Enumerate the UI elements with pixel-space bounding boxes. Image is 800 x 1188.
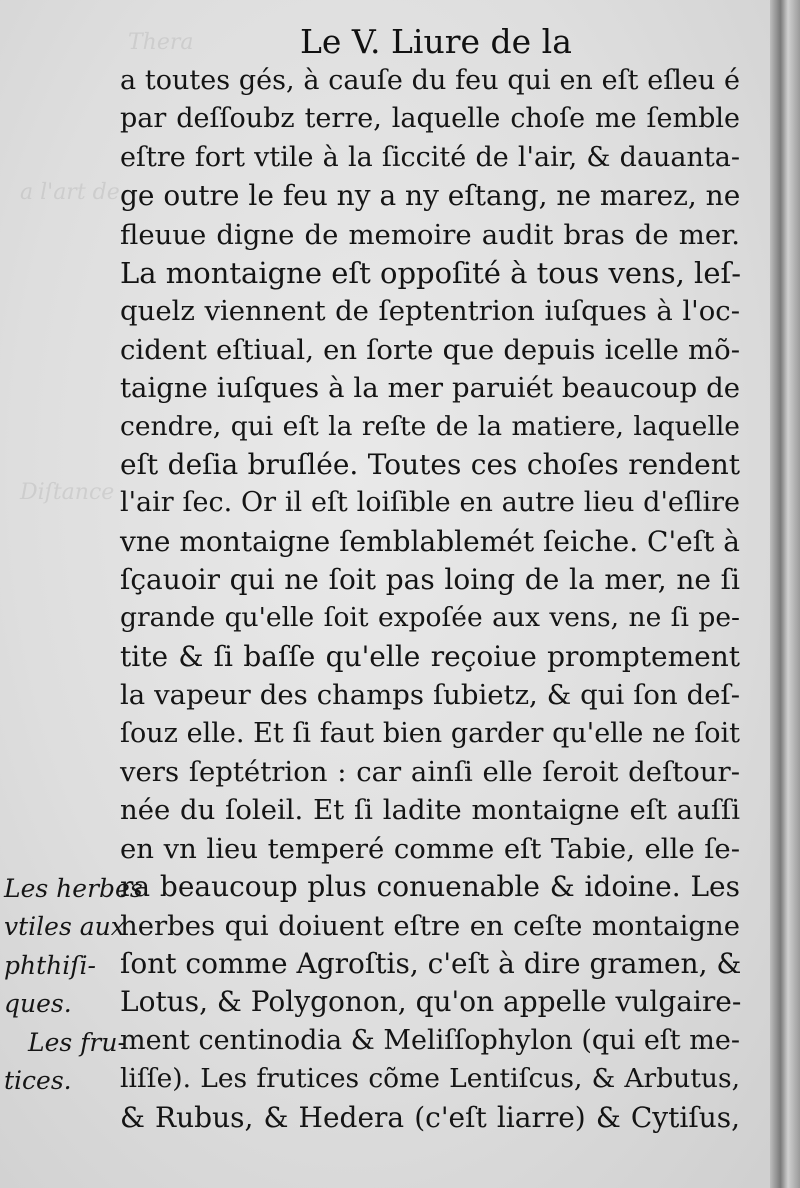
text-line: grande qu'elle ſoit expoſée aux vens, ne ſi pe- [120, 602, 740, 634]
body-text [120, 62, 740, 1137]
text-line: ſont comme Agroſtis, c'eſt à dire gramen, & [120, 946, 742, 980]
text-line: quelz viennent de ſeptentrion iuſques à l'oc- [120, 295, 740, 328]
margin-note-line: vtiles aux [4, 912, 125, 942]
margin-note-line: Les herbes [4, 874, 143, 903]
text-line: liſſe). Les frutices cõme Lentiſcus, & Arbutus, [120, 1063, 740, 1095]
margin-note-line: phthiſi- [4, 950, 96, 980]
text-line: vers ſeptétrion : car ainſi elle ſeroit deſtour- [120, 756, 740, 789]
text-line: en vn lieu temperé comme eſt Tabie, elle ſe- [120, 832, 740, 865]
bleed-through-text: a l'art de [20, 180, 120, 205]
text-line: la vapeur des champs ſubietz, & qui ſon deſ- [120, 679, 740, 712]
text-line: eſt deſia bruſlée. Toutes ces choſes rendent [120, 447, 740, 481]
text-line: cident eſtiual, en ſorte que depuis icelle mõ- [120, 333, 740, 366]
text-line: ment centinodia & Meliſſophylon (qui eſt me- [120, 1024, 740, 1056]
text-line: & Rubus, & Hedera (c'eſt liarre) & Cytiſus, [120, 1100, 740, 1134]
text-line: ſouz elle. Et ſi faut bien garder qu'elle ne ſoit [120, 717, 740, 749]
margin-note-line: tices. [4, 1066, 72, 1096]
bleed-through-text: Thera [128, 30, 194, 55]
margin-note-line: ques. [4, 989, 72, 1019]
text-line: cendre, qui eſt la reſte de la matiere, laquelle [120, 410, 740, 442]
text-line: vne montaigne ſemblablemét ſeiche. C'eſt à [120, 524, 740, 558]
text-line: par deſſoubz terre, laquelle choſe me ſemble [120, 103, 740, 135]
book-gutter [770, 0, 800, 1188]
text-line: La montaigne eſt oppoſité à tous vens, leſ- [120, 255, 742, 290]
text-line: l'air ſec. Or il eſt loiſible en autre lieu d'eſlire [120, 487, 740, 519]
text-line: née du ſoleil. Et ſi ladite montaigne eſt auſſi [120, 794, 740, 827]
text-line: taigne iuſques à la mer paruiét beaucoup de [120, 372, 740, 405]
text-line: herbes qui doiuent eſtre en ceſte montaigne [120, 909, 740, 942]
text-line: fleuue digne de memoire audit bras de mer. [120, 218, 740, 251]
margin-note-frutices [4, 1024, 126, 1101]
text-line: Lotus, & Polygonon, qu'on appelle vulgaire- [120, 985, 742, 1019]
running-header: Le V. Liure de la [300, 22, 572, 61]
text-line: eſtre fort vtile à la ſiccité de l'air, & dauanta- [120, 141, 740, 173]
text-line: a toutes gés, à cauſe du feu qui en eſt eſleu é [120, 65, 740, 96]
bleed-through-text: Diſtance [20, 480, 115, 505]
text-line: ſçauoir qui ne ſoit pas loing de la mer, ne ſi [120, 563, 740, 597]
text-line: ra beaucoup plus conuenable & idoine. Les [120, 870, 740, 904]
margin-note-line: Les fru- [28, 1028, 126, 1057]
text-line: ge outre le feu ny a ny eſtang, ne marez, ne [120, 179, 741, 213]
text-line: tite & ſi baſſe qu'elle reçoiue promptement [120, 639, 740, 673]
margin-note-herbs [4, 870, 143, 1024]
